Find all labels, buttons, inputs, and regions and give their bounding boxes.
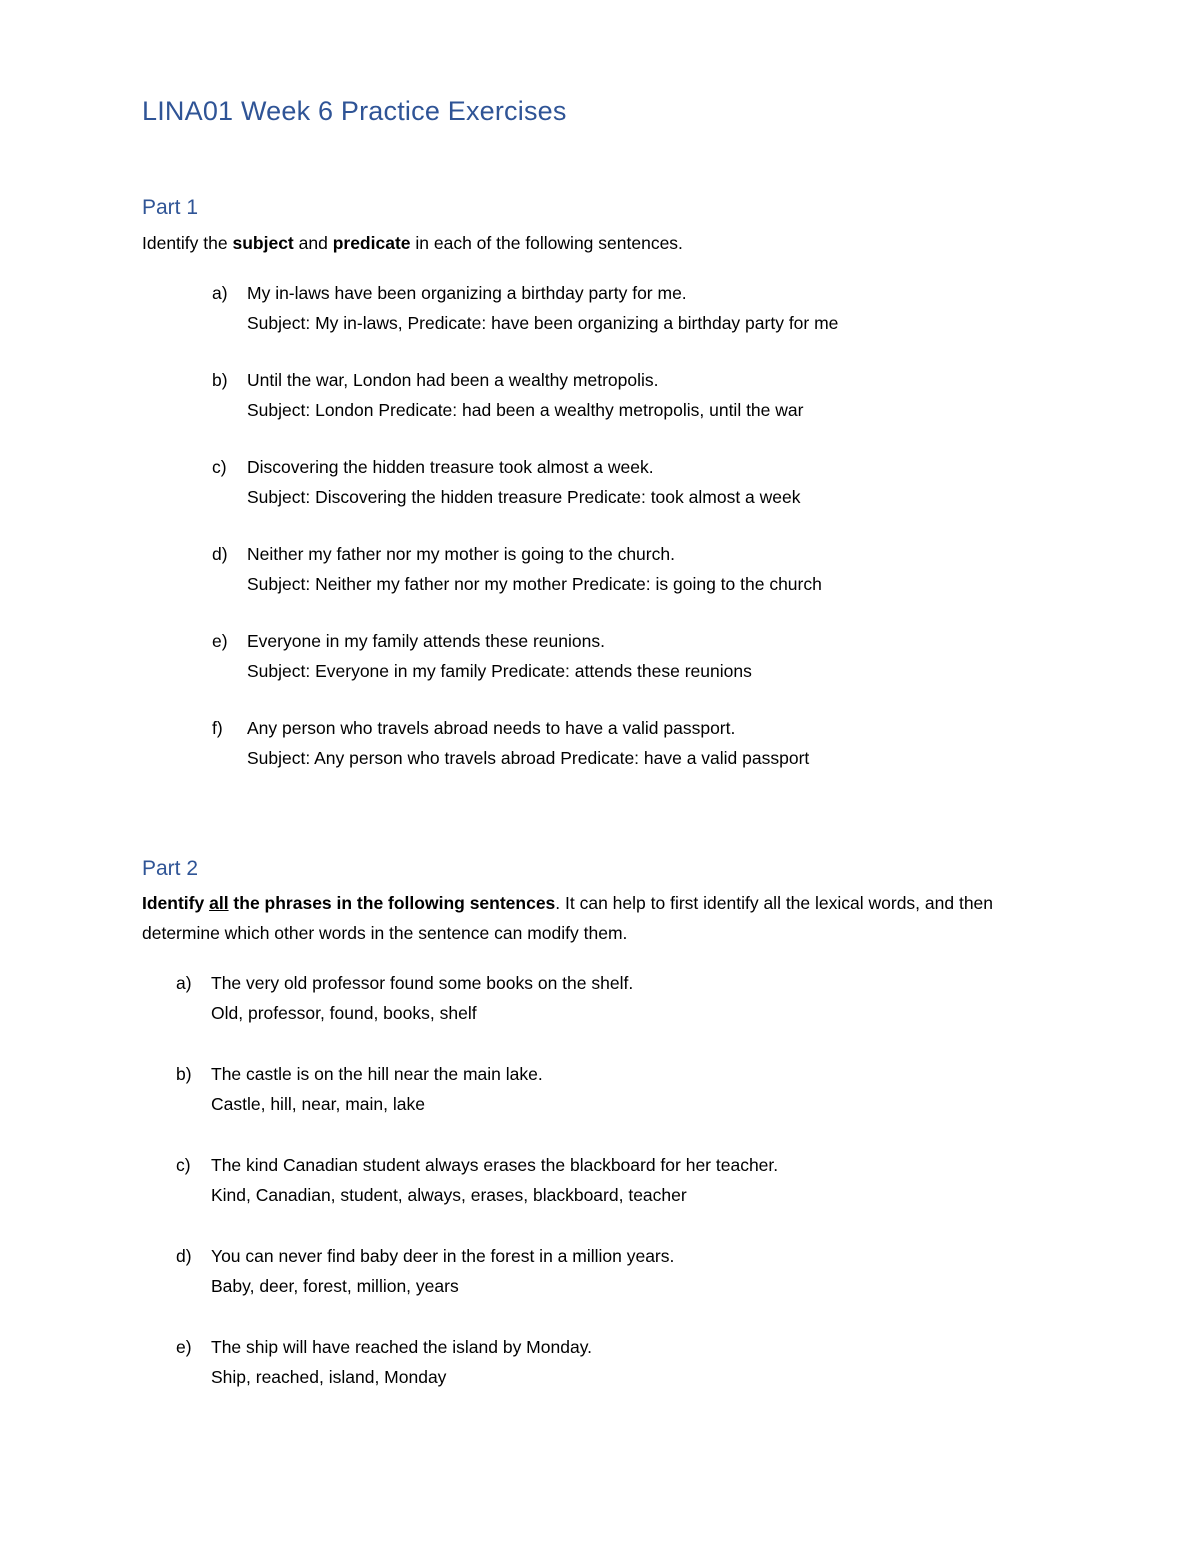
- part1-exercise-b: [212, 365, 838, 452]
- document-title: LINA01 Week 6 Practice Exercises: [142, 96, 567, 126]
- part2-exercise-list: [176, 968, 778, 1423]
- exercise-letter: d): [212, 544, 228, 564]
- part1-instruction-mid: and: [293, 233, 333, 253]
- part2-instruction-bold-pre: Identify: [142, 893, 210, 913]
- exercise-sentence: Discovering the hidden treasure took almost a week.: [247, 457, 654, 477]
- exercise-letter: b): [212, 370, 228, 390]
- part2-exercise-d: [176, 1241, 778, 1332]
- exercise-letter: c): [176, 1155, 191, 1175]
- part2-instruction: [142, 888, 1062, 948]
- exercise-answer: Baby, deer, forest, million, years: [211, 1276, 459, 1296]
- exercise-sentence: My in-laws have been organizing a birthday party for me.: [247, 283, 687, 303]
- part2-instruction-all: all: [209, 893, 229, 913]
- part1-instruction-subject: subject: [232, 233, 294, 253]
- exercise-answer: Subject: Neither my father nor my mother Predicate: is going to the church: [247, 574, 822, 594]
- exercise-sentence: Everyone in my family attends these reunions.: [247, 631, 605, 651]
- exercise-answer: Old, professor, found, books, shelf: [211, 1003, 477, 1023]
- exercise-sentence: You can never find baby deer in the forest in a million years.: [211, 1246, 675, 1266]
- exercise-letter: b): [176, 1064, 192, 1084]
- part1-instruction: [142, 228, 1062, 258]
- part1-heading: Part 1: [142, 196, 199, 219]
- exercise-letter: c): [212, 457, 227, 477]
- part2-exercise-e: [176, 1332, 778, 1423]
- part2-instruction-bold-post: the phrases in the following sentences: [228, 893, 556, 913]
- part1-exercise-list: [212, 278, 838, 800]
- part1-instruction-predicate: predicate: [332, 233, 411, 253]
- part1-exercise-f: [212, 713, 838, 800]
- exercise-letter: e): [176, 1337, 192, 1357]
- exercise-answer: Ship, reached, island, Monday: [211, 1367, 447, 1387]
- exercise-answer: Kind, Canadian, student, always, erases, blackboard, teacher: [211, 1185, 687, 1205]
- exercise-letter: f): [212, 718, 223, 738]
- exercise-answer: Castle, hill, near, main, lake: [211, 1094, 425, 1114]
- exercise-letter: a): [212, 283, 228, 303]
- exercise-sentence: The castle is on the hill near the main lake.: [211, 1064, 543, 1084]
- exercise-answer: Subject: London Predicate: had been a wealthy metropolis, until the war: [247, 400, 804, 420]
- exercise-letter: e): [212, 631, 228, 651]
- exercise-sentence: The very old professor found some books on the shelf.: [211, 973, 634, 993]
- exercise-letter: d): [176, 1246, 192, 1266]
- part2-exercise-c: [176, 1150, 778, 1241]
- part2-exercise-a: [176, 968, 778, 1059]
- exercise-answer: Subject: Everyone in my family Predicate: attends these reunions: [247, 661, 752, 681]
- part2-heading: Part 2: [142, 857, 199, 880]
- part1-exercise-c: [212, 452, 838, 539]
- part1-instruction-pre: Identify the: [142, 233, 233, 253]
- exercise-answer: Subject: Discovering the hidden treasure Predicate: took almost a week: [247, 487, 801, 507]
- part1-exercise-d: [212, 539, 838, 626]
- part1-exercise-e: [212, 626, 838, 713]
- exercise-sentence: Until the war, London had been a wealthy metropolis.: [247, 370, 659, 390]
- part2-instruction-rest: . It can help to first identify all the lexical words, and then determine which other words in the sentence can modify them.: [142, 893, 994, 943]
- exercise-sentence: The kind Canadian student always erases the blackboard for her teacher.: [211, 1155, 779, 1175]
- exercise-sentence: Neither my father nor my mother is going to the church.: [247, 544, 675, 564]
- exercise-answer: Subject: My in-laws, Predicate: have been organizing a birthday party for me: [247, 313, 839, 333]
- part1-exercise-a: [212, 278, 838, 365]
- part2-instruction-bold: [142, 893, 555, 913]
- exercise-letter: a): [176, 973, 192, 993]
- exercise-answer: Subject: Any person who travels abroad Predicate: have a valid passport: [247, 748, 810, 768]
- part1-instruction-post: in each of the following sentences.: [410, 233, 683, 253]
- exercise-sentence: The ship will have reached the island by Monday.: [211, 1337, 593, 1357]
- part2-exercise-b: [176, 1059, 778, 1150]
- exercise-sentence: Any person who travels abroad needs to have a valid passport.: [247, 718, 736, 738]
